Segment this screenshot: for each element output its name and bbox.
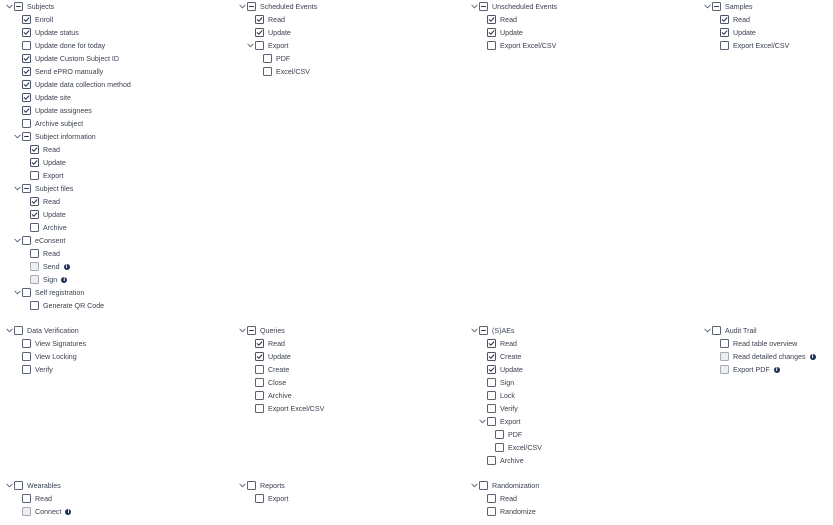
partial-checkbox[interactable] [14, 2, 23, 11]
checked-checkbox[interactable] [487, 365, 496, 374]
permission-label: View Locking [35, 352, 77, 361]
permission-row-update [255, 350, 291, 363]
permission-label: Export [268, 41, 289, 50]
minus-icon [480, 327, 487, 334]
permission-row-update-custom-subject-id [22, 52, 119, 65]
check-icon [721, 29, 728, 36]
checkbox[interactable] [720, 339, 729, 348]
chevron-down-icon[interactable] [238, 0, 247, 13]
permission-label: Reports [260, 481, 285, 490]
checked-checkbox[interactable] [720, 28, 729, 37]
chevron-down-icon[interactable] [703, 324, 712, 337]
permission-row-pdf [495, 428, 522, 441]
chevron-down-icon[interactable] [5, 0, 14, 13]
checked-checkbox[interactable] [30, 210, 39, 219]
permission-row-update-done-for-today [22, 39, 105, 52]
checkbox[interactable] [22, 41, 31, 50]
permission-row-export [487, 415, 521, 428]
permission-label: Send ePRO manually [35, 67, 104, 76]
permission-label: Create [500, 352, 522, 361]
minus-icon [23, 185, 30, 192]
info-icon[interactable]: i [65, 509, 71, 515]
checkbox[interactable] [255, 404, 264, 413]
checkbox[interactable] [479, 481, 488, 490]
permission-label: Update done for today [35, 41, 106, 50]
permission-row-audit-trail [712, 324, 757, 337]
permission-row-verify [487, 402, 518, 415]
info-icon[interactable]: i [64, 264, 70, 270]
checkbox[interactable] [22, 288, 31, 297]
permission-label: Randomize [500, 507, 536, 516]
minus-icon [248, 327, 255, 334]
chevron-down-icon[interactable] [13, 130, 22, 143]
checkbox[interactable] [22, 119, 31, 128]
partial-checkbox[interactable] [479, 326, 488, 335]
checked-checkbox[interactable] [22, 15, 31, 24]
permission-row-update [720, 26, 756, 39]
permission-row-unscheduled-events [479, 0, 557, 13]
checkbox[interactable] [487, 507, 496, 516]
info-icon[interactable]: i [61, 277, 67, 283]
checkbox[interactable] [263, 54, 272, 63]
checkbox[interactable] [487, 378, 496, 387]
partial-checkbox[interactable] [22, 184, 31, 193]
checkbox[interactable] [495, 430, 504, 439]
permission-row-update [30, 156, 66, 169]
minus-icon [480, 3, 487, 10]
permission-row-read [22, 492, 52, 505]
permission-row-read-table-overview [720, 337, 797, 350]
permission-row-lock [487, 389, 515, 402]
permission-row-read [487, 492, 517, 505]
chevron-down-icon[interactable] [13, 234, 22, 247]
info-icon[interactable]: i [810, 354, 816, 360]
permission-row-self-registration [22, 286, 84, 299]
check-icon [256, 353, 263, 360]
permission-row-reports [247, 479, 285, 492]
permission-label: Connect [35, 507, 62, 516]
permission-label: Read [500, 494, 517, 503]
checked-checkbox[interactable] [487, 339, 496, 348]
check-icon [488, 16, 495, 23]
permission-row-randomize [487, 505, 536, 518]
checkbox[interactable] [14, 326, 23, 335]
check-icon [488, 366, 495, 373]
permission-row-subjects [14, 0, 54, 13]
permission-label: Subjects [27, 2, 55, 11]
permission-label: Export Excel/CSV [268, 404, 325, 413]
permission-row-view-locking [22, 350, 77, 363]
chevron-down-icon[interactable] [5, 324, 14, 337]
chevron-down-icon[interactable] [246, 39, 255, 52]
disabled-checkbox [22, 507, 31, 516]
checkbox[interactable] [30, 223, 39, 232]
check-icon [721, 16, 728, 23]
checkbox[interactable] [22, 339, 31, 348]
checkbox[interactable] [487, 41, 496, 50]
checked-checkbox[interactable] [30, 145, 39, 154]
minus-icon [15, 3, 22, 10]
checked-checkbox[interactable] [487, 352, 496, 361]
permission-row-update [487, 26, 523, 39]
permission-row-econsent [22, 234, 65, 247]
permission-label: Queries [260, 326, 285, 335]
permission-row-sign [487, 376, 514, 389]
check-icon [31, 211, 38, 218]
permission-label: Update assignees [35, 106, 92, 115]
checkbox[interactable] [255, 378, 264, 387]
disabled-checkbox [720, 352, 729, 361]
permission-label: Archive [43, 223, 67, 232]
checked-checkbox[interactable] [487, 28, 496, 37]
permission-row-connect [22, 505, 71, 518]
permission-row-pdf [263, 52, 290, 65]
chevron-down-icon[interactable] [13, 182, 22, 195]
permission-label: Read [733, 15, 750, 24]
permission-row-read [255, 337, 285, 350]
permission-row-sign [30, 273, 67, 286]
permission-row-update-data-collection-method [22, 78, 131, 91]
permission-row-update-site [22, 91, 71, 104]
permission-label: Subject information [35, 132, 96, 141]
minus-icon [248, 3, 255, 10]
disabled-checkbox [30, 275, 39, 284]
permission-label: Read [43, 249, 60, 258]
permission-label: Update [500, 365, 523, 374]
permission-label: Enroll [35, 15, 54, 24]
permission-row-wearables [14, 479, 61, 492]
permission-label: Update [43, 158, 66, 167]
permission-row-update [255, 26, 291, 39]
permission-row-excel-csv [263, 65, 310, 78]
permission-label: Wearables [27, 481, 61, 490]
check-icon [23, 16, 30, 23]
permission-row-archive [30, 221, 67, 234]
permission-row-close [255, 376, 286, 389]
permission-label: (S)AEs [492, 326, 515, 335]
permission-row-s-aes [479, 324, 514, 337]
permission-label: Update status [35, 28, 79, 37]
checked-checkbox[interactable] [22, 54, 31, 63]
permission-row-data-verification [14, 324, 79, 337]
checkbox[interactable] [30, 171, 39, 180]
permission-row-update-status [22, 26, 79, 39]
permission-row-view-signatures [22, 337, 86, 350]
permission-label: Lock [500, 391, 515, 400]
permission-label: Unscheduled Events [492, 2, 558, 11]
permission-label: Self registration [35, 288, 85, 297]
checkbox[interactable] [22, 352, 31, 361]
permission-label: Read table overview [733, 339, 798, 348]
partial-checkbox[interactable] [22, 132, 31, 141]
permission-label: Read [268, 339, 285, 348]
permission-label: Sign [500, 378, 515, 387]
chevron-down-icon[interactable] [238, 324, 247, 337]
checked-checkbox[interactable] [22, 28, 31, 37]
permission-label: Export Excel/CSV [733, 41, 790, 50]
permission-label: Archive [500, 456, 524, 465]
permission-row-export-excel-csv [487, 39, 556, 52]
permission-row-export [255, 39, 289, 52]
chevron-down-icon[interactable] [470, 0, 479, 13]
chevron-down-icon[interactable] [470, 479, 479, 492]
permission-label: Export Excel/CSV [500, 41, 557, 50]
check-icon [23, 29, 30, 36]
permission-row-read [30, 143, 60, 156]
permission-label: Read [268, 15, 285, 24]
permission-label: Update [733, 28, 756, 37]
permission-label: Update site [35, 93, 71, 102]
permission-label: Update data collection method [35, 80, 131, 89]
partial-checkbox[interactable] [247, 2, 256, 11]
permission-label: eConsent [35, 236, 66, 245]
checkbox[interactable] [263, 67, 272, 76]
permission-row-read [255, 13, 285, 26]
checkbox[interactable] [720, 41, 729, 50]
permission-label: Update [500, 28, 523, 37]
permission-row-verify [22, 363, 53, 376]
partial-checkbox[interactable] [479, 2, 488, 11]
checked-checkbox[interactable] [30, 197, 39, 206]
disabled-checkbox [30, 262, 39, 271]
permission-label: Read [500, 15, 517, 24]
checkbox[interactable] [22, 494, 31, 503]
permission-row-update-assignees [22, 104, 92, 117]
checked-checkbox[interactable] [255, 352, 264, 361]
checked-checkbox[interactable] [255, 15, 264, 24]
permission-row-read [30, 195, 60, 208]
check-icon [31, 159, 38, 166]
permission-label: Generate QR Code [43, 301, 105, 310]
permission-row-randomization [479, 479, 539, 492]
permission-row-update [30, 208, 66, 221]
permission-row-subject-files [22, 182, 73, 195]
permission-label: Samples [725, 2, 753, 11]
permission-label: Read [500, 339, 517, 348]
partial-checkbox[interactable] [712, 2, 721, 11]
permission-label: Excel/CSV [276, 67, 310, 76]
checkbox[interactable] [487, 404, 496, 413]
check-icon [256, 29, 263, 36]
permission-label: Export [268, 494, 289, 503]
permission-row-export [30, 169, 64, 182]
check-icon [23, 81, 30, 88]
permission-label: View Signatures [35, 339, 87, 348]
permission-label: Update [43, 210, 66, 219]
permission-label: Export [43, 171, 64, 180]
chevron-down-icon[interactable] [5, 479, 14, 492]
checked-checkbox[interactable] [22, 80, 31, 89]
permission-row-export-excel-csv [720, 39, 789, 52]
check-icon [23, 107, 30, 114]
check-icon [31, 146, 38, 153]
permission-row-read-detailed-changes [720, 350, 816, 363]
checkbox[interactable] [14, 481, 23, 490]
minus-icon [23, 133, 30, 140]
permission-label: Data Verification [27, 326, 79, 335]
check-icon [488, 29, 495, 36]
minus-icon [713, 3, 720, 10]
permission-label: Excel/CSV [508, 443, 542, 452]
check-icon [23, 68, 30, 75]
permission-label: Randomization [492, 481, 540, 490]
permission-label: Update [268, 28, 291, 37]
permission-label: Read [35, 494, 52, 503]
permission-row-read [487, 337, 517, 350]
permission-label: Verify [35, 365, 53, 374]
chevron-down-icon[interactable] [238, 479, 247, 492]
permission-row-send [30, 260, 70, 273]
checkbox[interactable] [487, 417, 496, 426]
checkbox[interactable] [487, 456, 496, 465]
permission-label: Export PDF [733, 365, 770, 374]
checked-checkbox[interactable] [22, 67, 31, 76]
checked-checkbox[interactable] [30, 158, 39, 167]
checkbox[interactable] [22, 365, 31, 374]
permission-row-send-epro-manually [22, 65, 103, 78]
permission-label: PDF [508, 430, 523, 439]
permission-row-archive [255, 389, 292, 402]
permission-row-excel-csv [495, 441, 542, 454]
permission-label: Scheduled Events [260, 2, 318, 11]
permission-row-export-excel-csv [255, 402, 324, 415]
permission-row-generate-qr-code [30, 299, 104, 312]
partial-checkbox[interactable] [247, 326, 256, 335]
permission-label: Subject files [35, 184, 74, 193]
checkbox[interactable] [255, 41, 264, 50]
permission-row-update [487, 363, 523, 376]
checkbox[interactable] [255, 391, 264, 400]
permission-row-subject-information [22, 130, 96, 143]
permission-label: Sign [43, 275, 58, 284]
permission-label: Archive [268, 391, 292, 400]
checkbox[interactable] [30, 301, 39, 310]
permission-label: Update Custom Subject ID [35, 54, 119, 63]
permission-label: Update [268, 352, 291, 361]
permission-row-create [255, 363, 289, 376]
permission-label: Read [43, 197, 60, 206]
permission-row-create [487, 350, 521, 363]
permission-row-samples [712, 0, 753, 13]
check-icon [256, 340, 263, 347]
permission-row-queries [247, 324, 285, 337]
permission-label: Verify [500, 404, 518, 413]
check-icon [256, 16, 263, 23]
checkbox[interactable] [495, 443, 504, 452]
permission-label: Send [43, 262, 60, 271]
permission-label: Audit Trail [725, 326, 757, 335]
checkbox[interactable] [487, 494, 496, 503]
checked-checkbox[interactable] [487, 15, 496, 24]
checkbox[interactable] [30, 249, 39, 258]
permission-row-export [255, 492, 289, 505]
chevron-down-icon[interactable] [478, 415, 487, 428]
chevron-down-icon[interactable] [13, 286, 22, 299]
permission-row-export-pdf [720, 363, 780, 376]
checkbox[interactable] [712, 326, 721, 335]
permission-row-scheduled-events [247, 0, 317, 13]
disabled-checkbox [720, 365, 729, 374]
permission-label: PDF [276, 54, 291, 63]
permission-row-enroll [22, 13, 53, 26]
checked-checkbox[interactable] [22, 93, 31, 102]
permission-row-archive-subject [22, 117, 83, 130]
check-icon [31, 198, 38, 205]
checkbox[interactable] [487, 391, 496, 400]
permission-label: Create [268, 365, 290, 374]
permission-row-read [720, 13, 750, 26]
checked-checkbox[interactable] [255, 28, 264, 37]
permission-row-read [487, 13, 517, 26]
checkbox[interactable] [247, 481, 256, 490]
permission-row-archive [487, 454, 524, 467]
checkbox[interactable] [255, 494, 264, 503]
checked-checkbox[interactable] [720, 15, 729, 24]
check-icon [23, 94, 30, 101]
permission-label: Read [43, 145, 60, 154]
permission-row-read [30, 247, 60, 260]
checkbox[interactable] [255, 365, 264, 374]
check-icon [488, 353, 495, 360]
permission-label: Close [268, 378, 287, 387]
checked-checkbox[interactable] [22, 106, 31, 115]
permission-label: Read detailed changes [733, 352, 806, 361]
chevron-down-icon[interactable] [470, 324, 479, 337]
permission-label: Export [500, 417, 521, 426]
check-icon [23, 55, 30, 62]
check-icon [488, 340, 495, 347]
checkbox[interactable] [22, 236, 31, 245]
chevron-down-icon[interactable] [703, 0, 712, 13]
permission-label: Archive subject [35, 119, 84, 128]
checked-checkbox[interactable] [255, 339, 264, 348]
info-icon[interactable]: i [774, 367, 780, 373]
